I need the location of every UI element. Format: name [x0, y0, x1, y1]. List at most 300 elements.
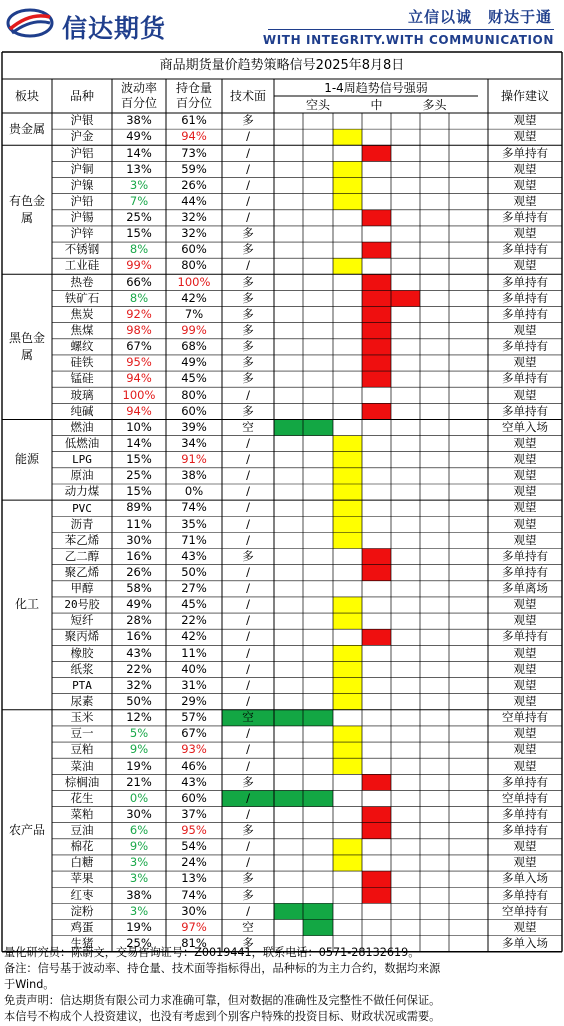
signal-long-cell — [362, 290, 391, 306]
variety-name: 焦炭 — [70, 306, 94, 321]
technical-signal: / — [246, 452, 250, 467]
table-title: 商品期货量价趋势策略信号2025年8月8日 — [159, 58, 405, 73]
technical-signal: / — [246, 193, 250, 208]
variety-name: 豆油 — [70, 823, 94, 838]
oi-percentile: 44% — [181, 193, 207, 208]
technical-signal: / — [246, 532, 250, 547]
oi-percentile: 30% — [181, 903, 207, 918]
signal-mid-cell — [333, 597, 362, 613]
vol-percentile: 15% — [126, 452, 152, 467]
variety-name: 热卷 — [70, 274, 94, 289]
operation-advice: 观望 — [513, 323, 537, 337]
vol-percentile: 38% — [126, 887, 152, 902]
oi-percentile: 61% — [181, 113, 207, 128]
oi-percentile: 97% — [181, 919, 207, 934]
variety-name: 原油 — [70, 468, 94, 483]
footer-note-source: 于Wind。 — [4, 978, 55, 991]
signal-mid-cell — [333, 726, 362, 742]
vol-percentile: 99% — [126, 258, 152, 273]
technical-signal: / — [246, 806, 250, 821]
technical-signal: / — [246, 516, 250, 531]
oi-percentile: 60% — [181, 242, 207, 257]
oi-percentile: 73% — [181, 145, 207, 160]
variety-name: 鸡蛋 — [70, 919, 94, 934]
variety-name: 玻璃 — [70, 387, 94, 402]
oi-percentile: 60% — [181, 790, 207, 805]
operation-advice: 观望 — [513, 742, 537, 757]
oi-percentile: 67% — [181, 726, 207, 741]
operation-advice: 观望 — [513, 532, 537, 547]
technical-signal: 空 — [242, 919, 254, 934]
operation-advice: 多单持有 — [502, 887, 548, 902]
vol-percentile: 43% — [126, 645, 152, 660]
vol-percentile: 15% — [126, 484, 152, 499]
operation-advice: 多单持有 — [502, 339, 548, 354]
operation-advice: 观望 — [513, 758, 537, 773]
technical-signal: / — [246, 581, 250, 596]
operation-advice: 观望 — [513, 839, 537, 854]
technical-signal: / — [246, 629, 250, 644]
vol-percentile: 14% — [126, 145, 152, 160]
variety-name: 动力煤 — [64, 484, 100, 499]
variety-name: 棕榈油 — [64, 774, 100, 789]
technical-signal: / — [246, 758, 250, 773]
variety-name: 沪银 — [70, 113, 94, 128]
variety-name: 纸浆 — [70, 661, 94, 676]
operation-advice: 多单持有 — [502, 145, 548, 160]
variety-name: 沪铜 — [70, 161, 94, 176]
variety-name: 沥青 — [70, 516, 94, 531]
technical-signal: 多 — [242, 403, 254, 418]
operation-advice: 多单持有 — [502, 774, 548, 789]
vol-percentile: 3% — [129, 855, 149, 870]
vol-percentile: 3% — [129, 177, 149, 192]
variety-name: 纯碱 — [70, 403, 94, 418]
operation-advice: 观望 — [513, 113, 537, 128]
vol-percentile: 98% — [126, 323, 152, 337]
variety-name: 螺纹 — [70, 339, 94, 354]
technical-signal: 多 — [242, 355, 254, 370]
header-technical: 技术面 — [229, 89, 266, 103]
operation-advice: 观望 — [513, 468, 537, 483]
operation-advice: 观望 — [513, 919, 537, 934]
technical-signal: / — [246, 839, 250, 854]
vol-percentile: 5% — [129, 726, 149, 741]
oi-percentile: 35% — [181, 516, 207, 531]
vol-percentile: 12% — [126, 710, 152, 725]
oi-percentile: 74% — [181, 500, 207, 515]
oi-percentile: 34% — [181, 435, 207, 450]
vol-percentile: 49% — [126, 129, 152, 144]
vol-percentile: 15% — [126, 226, 152, 241]
technical-signal: / — [246, 677, 250, 692]
vol-percentile: 50% — [126, 693, 152, 708]
signal-mid-cell — [333, 129, 362, 145]
operation-advice: 多单入场 — [502, 935, 548, 950]
variety-name: 沪铝 — [70, 145, 94, 160]
oi-percentile: 38% — [181, 468, 207, 483]
technical-signal: / — [246, 468, 250, 483]
operation-advice: 多单持有 — [502, 806, 548, 821]
oi-percentile: 11% — [181, 645, 207, 660]
variety-name: 淀粉 — [70, 903, 94, 918]
signal-long-cell — [362, 210, 391, 226]
signal-mid-cell — [333, 694, 362, 710]
signal-mid-cell — [333, 516, 362, 532]
vol-percentile: 25% — [126, 468, 152, 483]
sector-label: 化工 — [14, 597, 39, 612]
signal-long-cell — [362, 323, 391, 339]
technical-signal: / — [246, 484, 250, 499]
vol-percentile: 13% — [126, 161, 152, 176]
operation-advice: 多单持有 — [502, 290, 548, 305]
technical-signal: / — [246, 661, 250, 676]
vol-percentile: 7% — [129, 193, 149, 208]
slogan-en: WITH INTEGRITY.WITH COMMUNICATION — [262, 33, 554, 47]
variety-name: 豆一 — [70, 726, 94, 741]
technical-signal: 多 — [242, 823, 254, 838]
header-oi-pct-line: 持仓量 — [175, 81, 212, 95]
technical-signal: / — [246, 258, 250, 273]
vol-percentile: 11% — [126, 516, 152, 531]
operation-advice: 多单持有 — [502, 629, 548, 644]
vol-percentile: 8% — [129, 242, 149, 257]
variety-name: 尿素 — [70, 693, 94, 708]
vol-percentile: 19% — [126, 758, 152, 773]
header-vol-pct-line: 波动率 — [120, 81, 157, 95]
operation-advice: 多单入场 — [502, 871, 548, 886]
oi-percentile: 22% — [181, 613, 207, 628]
header-vol-pct — [112, 79, 166, 113]
signal-mid-cell — [333, 468, 362, 484]
oi-percentile: 80% — [181, 387, 207, 402]
header-sector: 板块 — [14, 89, 39, 103]
variety-name: 硅铁 — [70, 355, 94, 370]
signal-short-cell — [303, 790, 333, 806]
technical-signal: 多 — [242, 323, 254, 337]
variety-name: 橡胶 — [70, 645, 94, 660]
signal-short-cell — [274, 903, 303, 919]
signal-short-cell — [303, 710, 333, 726]
signal-mid-cell — [333, 678, 362, 694]
variety-name: 生猪 — [70, 935, 94, 950]
variety-name: 红枣 — [70, 887, 94, 902]
variety-name: 短纤 — [70, 613, 94, 628]
technical-signal: 空 — [242, 710, 254, 725]
operation-advice: 多单持有 — [502, 548, 548, 563]
operation-advice: 多单持有 — [502, 403, 548, 418]
operation-advice: 观望 — [513, 355, 537, 370]
technical-signal: 多 — [242, 339, 254, 354]
signal-long-cell — [362, 887, 391, 903]
operation-advice: 观望 — [513, 435, 537, 450]
vol-percentile: 3% — [129, 903, 149, 918]
oi-percentile: 71% — [181, 532, 207, 547]
variety-name: 苹果 — [70, 871, 94, 886]
oi-percentile: 50% — [181, 564, 207, 579]
vol-percentile: 16% — [126, 629, 152, 644]
signal-mid-cell — [333, 161, 362, 177]
vol-percentile: 8% — [129, 290, 149, 305]
signal-mid-cell — [333, 613, 362, 629]
header-mid: 中 — [370, 97, 383, 112]
variety-name: 沪金 — [70, 129, 94, 144]
variety-name: 菜油 — [70, 758, 94, 773]
vol-percentile: 9% — [129, 742, 149, 757]
signal-mid-cell — [333, 855, 362, 871]
vol-percentile: 30% — [126, 532, 152, 547]
technical-signal: / — [246, 613, 250, 628]
variety-name: PVC — [72, 501, 92, 515]
technical-signal: / — [246, 645, 250, 660]
signal-mid-cell — [333, 258, 362, 274]
variety-name: 乙二醇 — [64, 548, 100, 563]
oi-percentile: 7% — [184, 306, 204, 321]
oi-percentile: 40% — [181, 661, 207, 676]
vol-percentile: 3% — [129, 871, 149, 886]
technical-signal: / — [246, 726, 250, 741]
header-short: 空头 — [305, 97, 330, 112]
operation-advice: 空单持有 — [502, 903, 548, 918]
technical-signal: / — [246, 693, 250, 708]
header-oi-pct — [166, 79, 222, 113]
variety-name: 燃油 — [70, 419, 94, 434]
operation-advice: 多单持有 — [502, 823, 548, 838]
sector-label: 有色金属 — [8, 193, 45, 225]
operation-advice: 观望 — [513, 129, 537, 144]
technical-signal: 多 — [242, 935, 254, 950]
vol-percentile: 58% — [126, 581, 152, 596]
operation-advice: 空单持有 — [502, 790, 548, 805]
vol-percentile: 89% — [126, 500, 152, 515]
operation-advice: 多单持有 — [502, 210, 548, 225]
oi-percentile: 29% — [181, 693, 207, 708]
signal-short-cell — [303, 920, 333, 936]
vol-percentile: 22% — [126, 661, 152, 676]
vol-percentile: 94% — [126, 371, 152, 386]
variety-name: 沪铅 — [70, 193, 94, 208]
technical-signal: / — [246, 742, 250, 757]
operation-advice: 观望 — [513, 387, 537, 402]
technical-signal: / — [246, 145, 250, 160]
variety-name: 菜粕 — [70, 806, 94, 821]
signal-mid-cell — [333, 532, 362, 548]
operation-advice: 观望 — [513, 597, 537, 612]
signal-long-cell — [362, 871, 391, 887]
vol-percentile: 10% — [126, 419, 152, 434]
technical-signal: 多 — [242, 306, 254, 321]
operation-advice: 多单离场 — [502, 581, 548, 596]
operation-advice: 观望 — [513, 645, 537, 660]
variety-name: LPG — [72, 453, 92, 467]
operation-advice: 多单持有 — [502, 371, 548, 386]
variety-name: 白糖 — [70, 855, 94, 870]
variety-name: 沪镍 — [70, 177, 94, 192]
sector-label: 农产品 — [8, 823, 45, 838]
oi-percentile: 74% — [181, 887, 207, 902]
page-footer — [0, 944, 564, 1026]
signal-long-cell — [362, 403, 391, 419]
operation-advice: 空单持有 — [502, 710, 548, 725]
oi-percentile: 43% — [181, 774, 207, 789]
signal-long-cell — [362, 242, 391, 258]
footer-disclaimer: 免责声明：信达期货有限公司力求准确可靠，但对数据的准确性及完整性不做任何保证。 — [4, 994, 441, 1007]
oi-percentile: 94% — [181, 129, 207, 144]
footer-note: 备注：信号基于波动率、持仓量、技术面等指标得出，品种标的为主力合约，数据均来源 — [4, 962, 441, 975]
signal-short-cell — [303, 903, 333, 919]
signal-long-cell — [362, 307, 391, 323]
technical-signal: / — [246, 790, 250, 805]
oi-percentile: 13% — [181, 871, 207, 886]
technical-signal: 多 — [242, 242, 254, 257]
signal-long-cell — [362, 145, 391, 161]
variety-name: 豆粕 — [70, 742, 94, 757]
technical-signal: / — [246, 210, 250, 225]
vol-percentile: 49% — [126, 597, 152, 612]
sector-label: 能源 — [14, 452, 39, 467]
oi-percentile: 37% — [181, 806, 207, 821]
signal-mid-cell — [333, 839, 362, 855]
technical-signal: 多 — [242, 371, 254, 386]
header-vol-pct-line: 百分位 — [120, 96, 157, 110]
oi-percentile: 42% — [181, 290, 207, 305]
variety-name: 沪锡 — [70, 210, 94, 225]
vol-percentile: 66% — [126, 274, 152, 289]
technical-signal: 空 — [242, 419, 254, 434]
variety-name: 锰硅 — [70, 371, 94, 386]
variety-name: 花生 — [70, 790, 94, 805]
signal-long-cell — [362, 823, 391, 839]
oi-percentile: 80% — [181, 258, 207, 273]
signal-mid-cell — [333, 194, 362, 210]
signal-short-cell — [274, 419, 303, 435]
oi-percentile: 81% — [181, 935, 207, 950]
vol-percentile: 9% — [129, 839, 149, 854]
oi-percentile: 0% — [184, 484, 204, 499]
vol-percentile: 30% — [126, 806, 152, 821]
vol-percentile: 38% — [126, 113, 152, 128]
oi-percentile: 32% — [181, 226, 207, 241]
header-advice: 操作建议 — [500, 89, 549, 103]
technical-signal: / — [246, 597, 250, 612]
signal-mid-cell — [333, 500, 362, 516]
header-oi-pct-line: 百分位 — [175, 96, 212, 110]
oi-percentile: 49% — [181, 355, 207, 370]
variety-name: 沪锌 — [70, 226, 94, 241]
oi-percentile: 100% — [177, 274, 211, 289]
operation-advice: 多单持有 — [502, 242, 548, 257]
oi-percentile: 26% — [181, 177, 207, 192]
signal-long-cell — [362, 549, 391, 565]
technical-signal: 多 — [242, 113, 254, 128]
signal-long-cell — [362, 629, 391, 645]
operation-advice: 观望 — [513, 726, 537, 741]
header-long: 多头 — [422, 97, 447, 112]
technical-signal: 多 — [242, 548, 254, 563]
signal-mid-cell — [333, 484, 362, 500]
sector-label: 黑色金属 — [8, 330, 45, 362]
vol-percentile: 95% — [126, 355, 152, 370]
operation-advice: 空单入场 — [502, 419, 548, 434]
signal-short-cell — [303, 419, 333, 435]
vol-percentile: 94% — [126, 403, 152, 418]
technical-signal: / — [246, 855, 250, 870]
oi-percentile: 43% — [181, 548, 207, 563]
operation-advice: 观望 — [513, 484, 537, 499]
signal-long-cell — [362, 274, 391, 290]
oi-percentile: 31% — [181, 677, 207, 692]
oi-percentile: 59% — [181, 161, 207, 176]
signal-long-cell — [362, 774, 391, 790]
operation-advice: 观望 — [513, 677, 537, 692]
oi-percentile: 24% — [181, 855, 207, 870]
technical-signal: / — [246, 129, 250, 144]
oi-percentile: 93% — [181, 742, 207, 757]
oi-percentile: 54% — [181, 839, 207, 854]
vol-percentile: 0% — [129, 790, 149, 805]
signal-long-cell — [391, 290, 420, 306]
operation-advice: 观望 — [513, 855, 537, 870]
oi-percentile: 32% — [181, 210, 207, 225]
variety-name: 低燃油 — [64, 435, 100, 450]
vol-percentile: 6% — [129, 823, 149, 838]
technical-signal: / — [246, 500, 250, 515]
operation-advice: 观望 — [513, 661, 537, 676]
signal-long-cell — [362, 565, 391, 581]
signal-short-cell — [274, 790, 303, 806]
slogan-cn: 立信以诚 财达于通 — [407, 8, 552, 26]
logo-text: 信达期货 — [62, 14, 167, 43]
oi-percentile: 42% — [181, 629, 207, 644]
variety-name: 棉花 — [70, 839, 94, 854]
variety-name: 聚丙烯 — [64, 629, 100, 644]
variety-name: 不锈钢 — [64, 242, 100, 257]
technical-signal: / — [246, 564, 250, 579]
oi-percentile: 39% — [181, 419, 207, 434]
vol-percentile: 16% — [126, 548, 152, 563]
operation-advice: 观望 — [513, 516, 537, 531]
technical-signal: / — [246, 387, 250, 402]
vol-percentile: 19% — [126, 919, 152, 934]
signal-long-cell — [362, 371, 391, 387]
signal-mid-cell — [333, 742, 362, 758]
technical-signal: 多 — [242, 774, 254, 789]
operation-advice: 观望 — [513, 500, 537, 515]
signal-mid-cell — [333, 758, 362, 774]
technical-signal: 多 — [242, 290, 254, 305]
vol-percentile: 25% — [126, 935, 152, 950]
operation-advice: 多单持有 — [502, 564, 548, 579]
operation-advice: 观望 — [513, 161, 537, 176]
operation-advice: 观望 — [513, 226, 537, 241]
oi-percentile: 95% — [181, 823, 207, 838]
variety-name: 苯乙烯 — [64, 532, 100, 547]
vol-percentile: 26% — [126, 564, 152, 579]
oi-percentile: 68% — [181, 339, 207, 354]
oi-percentile: 45% — [181, 597, 207, 612]
footer-researcher: 量化研究员：陈蔚文，交易咨询证号：Z0019441，联系电话：0571-28132619。 — [4, 946, 420, 959]
variety-name: 聚乙烯 — [64, 564, 100, 579]
vol-percentile: 25% — [126, 210, 152, 225]
operation-advice: 观望 — [513, 177, 537, 192]
signal-mid-cell — [333, 178, 362, 194]
footer-disclaimer-cont: 本信号不构成个人投资建议，也没有考虑到个别客户特殊的投资目标、财政状况或需要。 — [4, 1010, 441, 1023]
vol-percentile: 28% — [126, 613, 152, 628]
operation-advice: 观望 — [513, 258, 537, 273]
vol-percentile: 92% — [126, 306, 152, 321]
header-variety: 品种 — [69, 89, 94, 103]
technical-signal: / — [246, 435, 250, 450]
